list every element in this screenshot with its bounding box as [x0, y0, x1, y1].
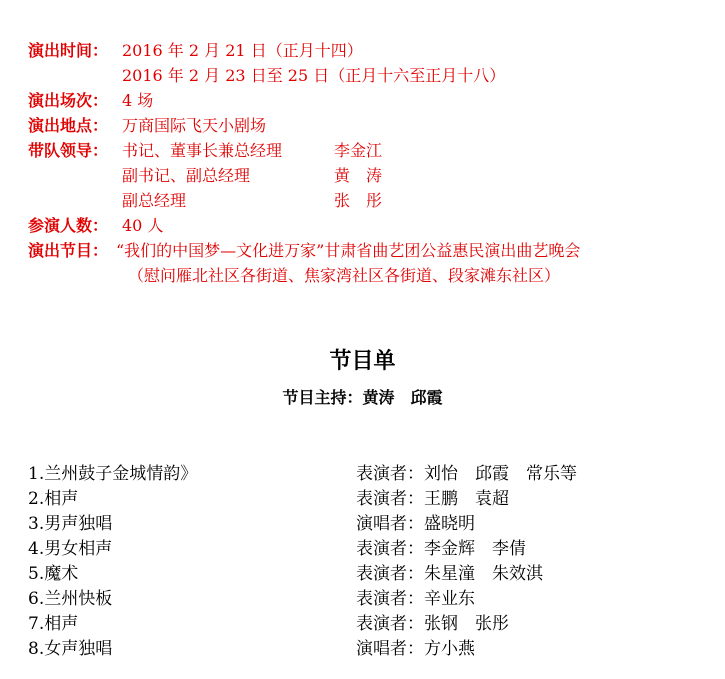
program-performers: 表演者：朱星潼 朱效淇: [356, 564, 543, 584]
list-item: [28, 537, 708, 562]
info-time-label: 演出时间：: [28, 41, 109, 60]
program-performers: 表演者：李金辉 李倩: [356, 539, 526, 559]
program-performers: 表演者：王鹏 袁超: [356, 489, 509, 509]
list-item: [28, 562, 708, 587]
list-item: [28, 637, 708, 662]
info-venue-row: [28, 113, 718, 138]
info-venue-value: 万商国际飞天小剧场: [122, 116, 267, 135]
info-time-row: [28, 38, 718, 63]
programme-title: 节目单: [329, 348, 396, 374]
info-leaders-label: 带队领导：: [28, 141, 109, 160]
info-program-note-row: [28, 263, 718, 288]
leader-name: 张 彤: [334, 191, 383, 210]
leader-name: 李金江: [334, 141, 383, 160]
info-program-row: [28, 238, 718, 263]
program-name: 2.相声: [28, 489, 79, 509]
info-time-row-2: [28, 63, 718, 88]
program-performers: 表演者：张钢 张彤: [356, 614, 509, 634]
info-program-label: 演出节目：: [28, 241, 109, 260]
program-performers: 演唱者：方小燕: [356, 639, 475, 659]
leader-role: 书记、董事长兼总经理: [122, 141, 283, 160]
info-participants-label: 参演人数：: [28, 216, 109, 235]
performance-info: [28, 38, 718, 288]
list-item: [28, 487, 708, 512]
info-venue-label: 演出地点：: [28, 116, 109, 135]
program-performers: 表演者：刘怡 邱霞 常乐等: [356, 464, 577, 484]
program-name: 6.兰州快板: [28, 589, 113, 609]
program-performers: 表演者：辛业东: [356, 589, 475, 609]
leader-role: 副书记、副总经理: [122, 166, 251, 185]
info-count-value: 4 场: [122, 91, 154, 110]
info-leader-row-2: [28, 163, 718, 188]
leader-role: 副总经理: [122, 191, 187, 210]
program-performers: 演唱者：盛晓明: [356, 514, 475, 534]
program-name: 7.相声: [28, 614, 79, 634]
info-leader-row-1: [28, 138, 718, 163]
programme-list: [28, 462, 708, 662]
leader-name: 黄 涛: [334, 166, 383, 185]
program-name: 3.男声独唱: [28, 514, 113, 534]
info-leader-row-3: [28, 188, 718, 213]
list-item: [28, 512, 708, 537]
info-participants-value: 40 人: [122, 216, 164, 235]
info-program-value: “我们的中国梦—文化进万家”甘肃省曲艺团公益惠民演出曲艺晚会: [116, 241, 581, 260]
list-item: [28, 612, 708, 637]
info-participants-row: [28, 213, 718, 238]
info-count-row: [28, 88, 718, 113]
info-count-label: 演出场次：: [28, 91, 109, 110]
info-time-value-1: 2016 年 2 月 21 日（正月十四）: [122, 41, 363, 60]
programme-host: 节目主持：黄涛 邱霞: [282, 388, 443, 407]
list-item: [28, 462, 708, 487]
info-program-note: （慰问雁北社区各街道、焦家湾社区各街道、段家滩东社区）: [128, 266, 561, 285]
program-name: 1.兰州鼓子金城情韵》: [28, 464, 198, 484]
info-time-value-2: 2016 年 2 月 23 日至 25 日（正月十六至正月十八）: [122, 66, 506, 85]
program-name: 4.男女相声: [28, 539, 113, 559]
program-name: 5.魔术: [28, 564, 79, 584]
program-name: 8.女声独唱: [28, 639, 113, 659]
list-item: [28, 587, 708, 612]
